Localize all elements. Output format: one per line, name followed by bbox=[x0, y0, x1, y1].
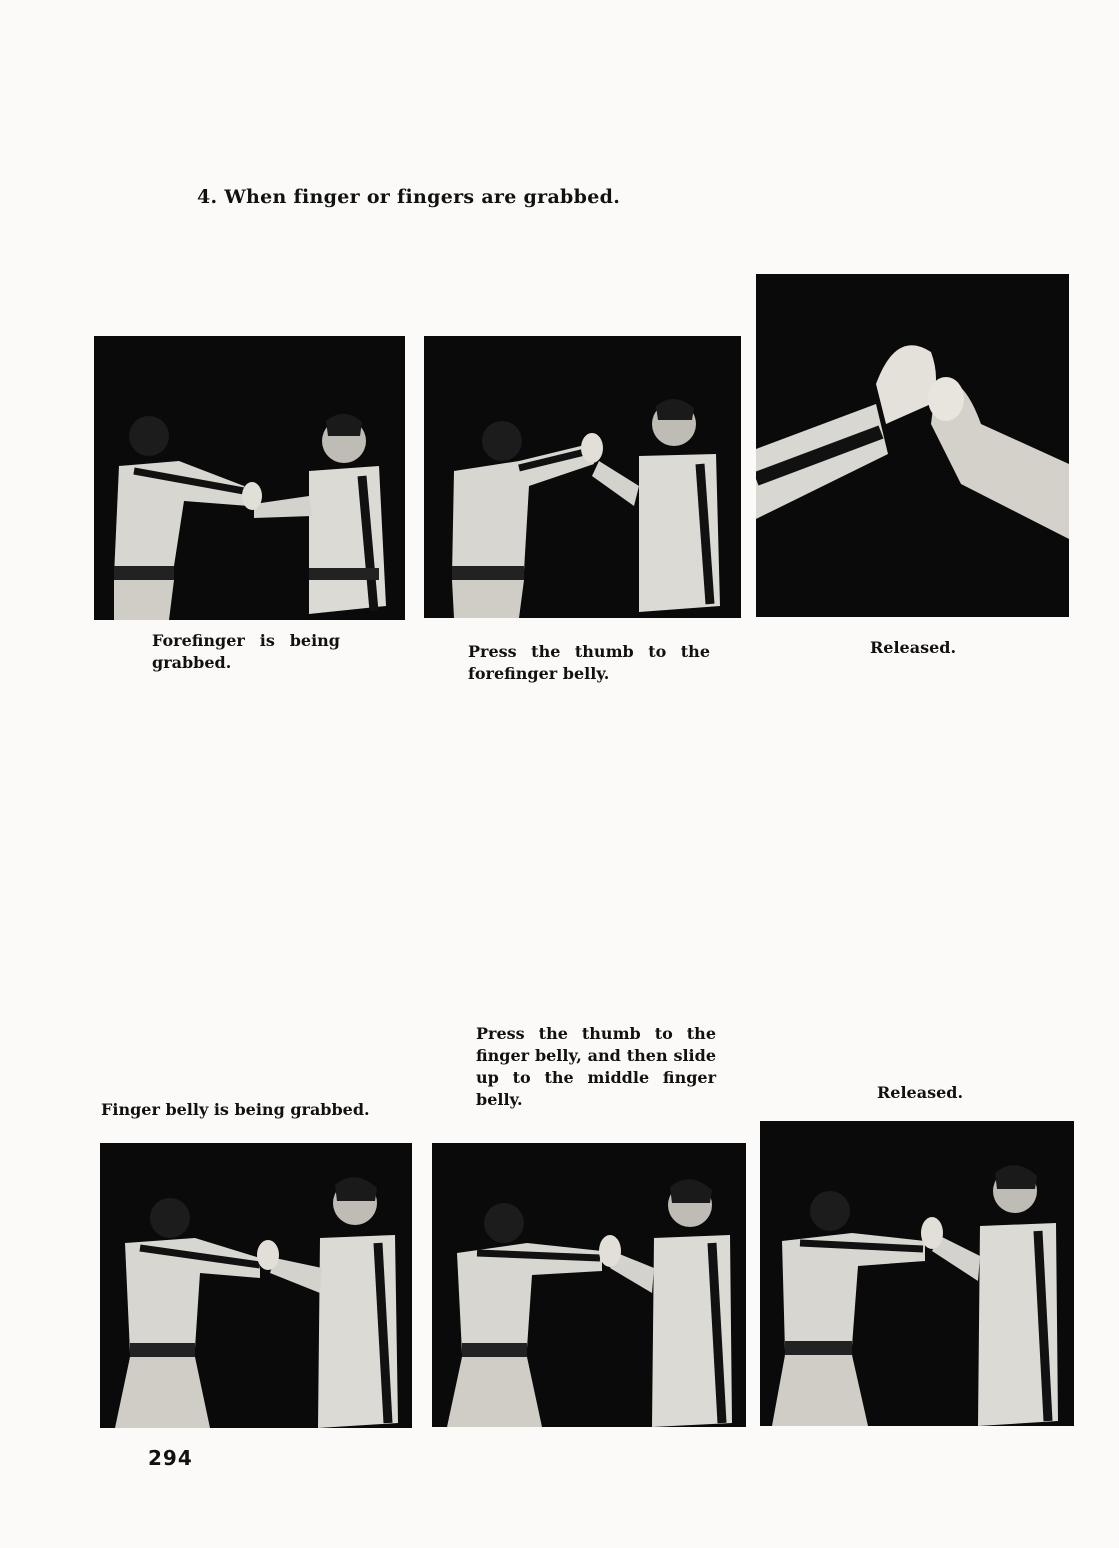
section-heading: 4. When finger or fingers are grabbed. bbox=[197, 186, 621, 208]
photo-forefinger-grabbed bbox=[94, 336, 405, 620]
photo-press-and-slide bbox=[432, 1143, 746, 1427]
photo-press-thumb bbox=[424, 336, 741, 618]
caption-finger-belly-grabbed: Finger belly is being grabbed. bbox=[101, 1100, 370, 1119]
caption-forefinger-grabbed: Forefinger is being grabbed. bbox=[152, 631, 340, 672]
photo-released bbox=[756, 274, 1069, 617]
photo-finger-belly-grabbed bbox=[100, 1143, 412, 1428]
caption-press-and-slide: Press the thumb to the finger belly, and then slide up to the middle finger belly. bbox=[476, 1024, 716, 1109]
caption-released-1: Released. bbox=[870, 638, 957, 657]
caption-released-2: Released. bbox=[877, 1083, 964, 1102]
page-number: 294 bbox=[148, 1446, 193, 1470]
photo-released-2 bbox=[760, 1121, 1074, 1426]
caption-press-thumb: Press the thumb to the forefinger belly. bbox=[468, 642, 710, 683]
